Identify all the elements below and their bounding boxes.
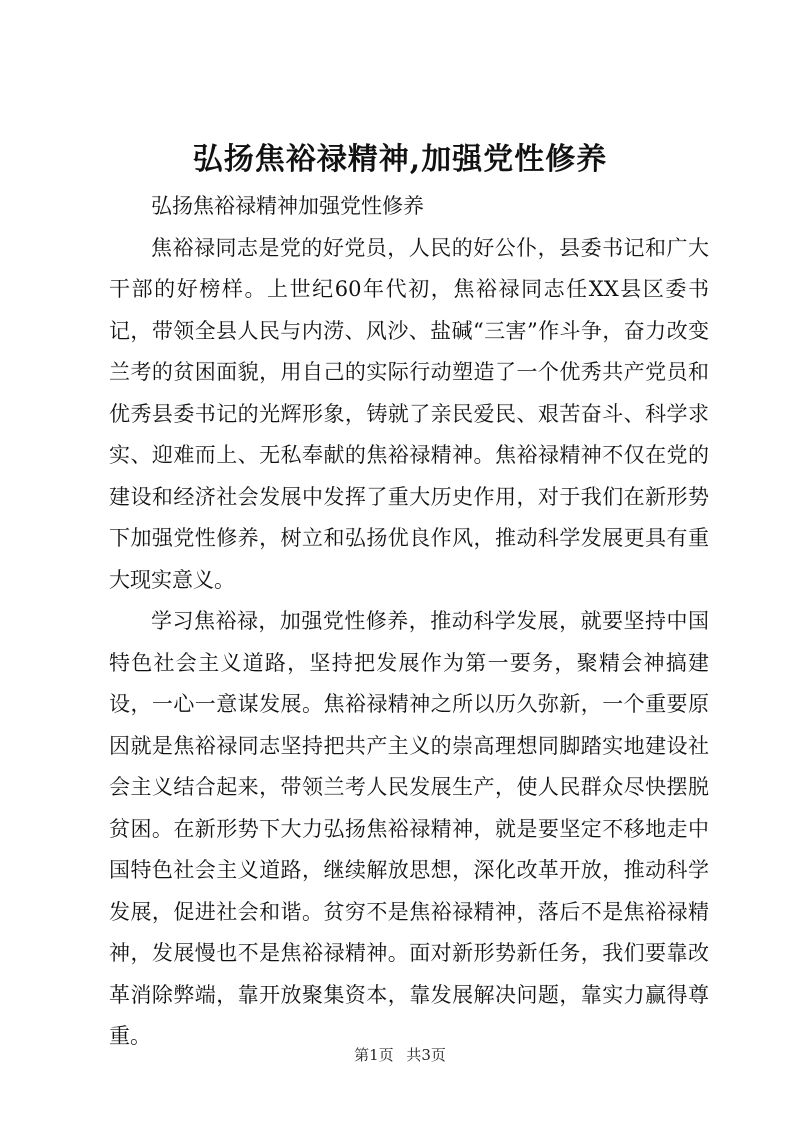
paragraph-1: 焦裕禄同志是党的好党员，人民的好公仆，县委书记和广大干部的好榜样。上世纪60年代初，焦裕禄同志任XX县区委书记，带领全县人民与内涝、风沙、盐碱“三害”作斗争，奋力改变兰考的贫困面貌，用自己的实际行动塑造了一个优秀共产党员和优秀县委书记的光辉形象，铸就了亲民爱民、艰苦奋斗、科学求实、迎难而上、无私奉献的焦裕禄精神。焦裕禄精神不仅在党的建设和经济社会发展中发挥了重大历史作用，对于我们在新形势下加强党性修养，树立和弘扬优良作风，推动科学发展更具有重大现实意义。 [109, 235, 709, 592]
page-number: 第1页 [354, 1046, 394, 1064]
document-title: 弘扬焦裕禄精神,加强党性修养 [192, 142, 608, 177]
document-subtitle: 弘扬焦裕禄精神加强党性修养 [151, 194, 424, 218]
page-total: 共3页 [406, 1046, 446, 1064]
document-body [109, 186, 709, 1058]
paragraph-2: 学习焦裕禄，加强党性修养，推动科学发展，就要坚持中国特色社会主义道路，坚持把发展作为第一要务，聚精会神搞建设，一心一意谋发展。焦裕禄精神之所以历久弥新，一个重要原因就是焦裕禄同志坚持把共产主义的崇高理想同脚踏实地建设社会主义结合起来，带领兰考人民发展生产，使人民群众尽快摆脱贫困。在新形势下大力弘扬焦裕禄精神，就是要坚定不移地走中国特色社会主义道路，继续解放思想，深化改革开放，推动科学发展，促进社会和谐。贫穷不是焦裕禄精神，落后不是焦裕禄精神，发展慢也不是焦裕禄精神。面对新形势新任务，我们要靠改革消除弊端，靠开放聚集资本，靠发展解决问题，靠实力赢得尊重。 [109, 609, 709, 1048]
page-footer [0, 1045, 800, 1065]
